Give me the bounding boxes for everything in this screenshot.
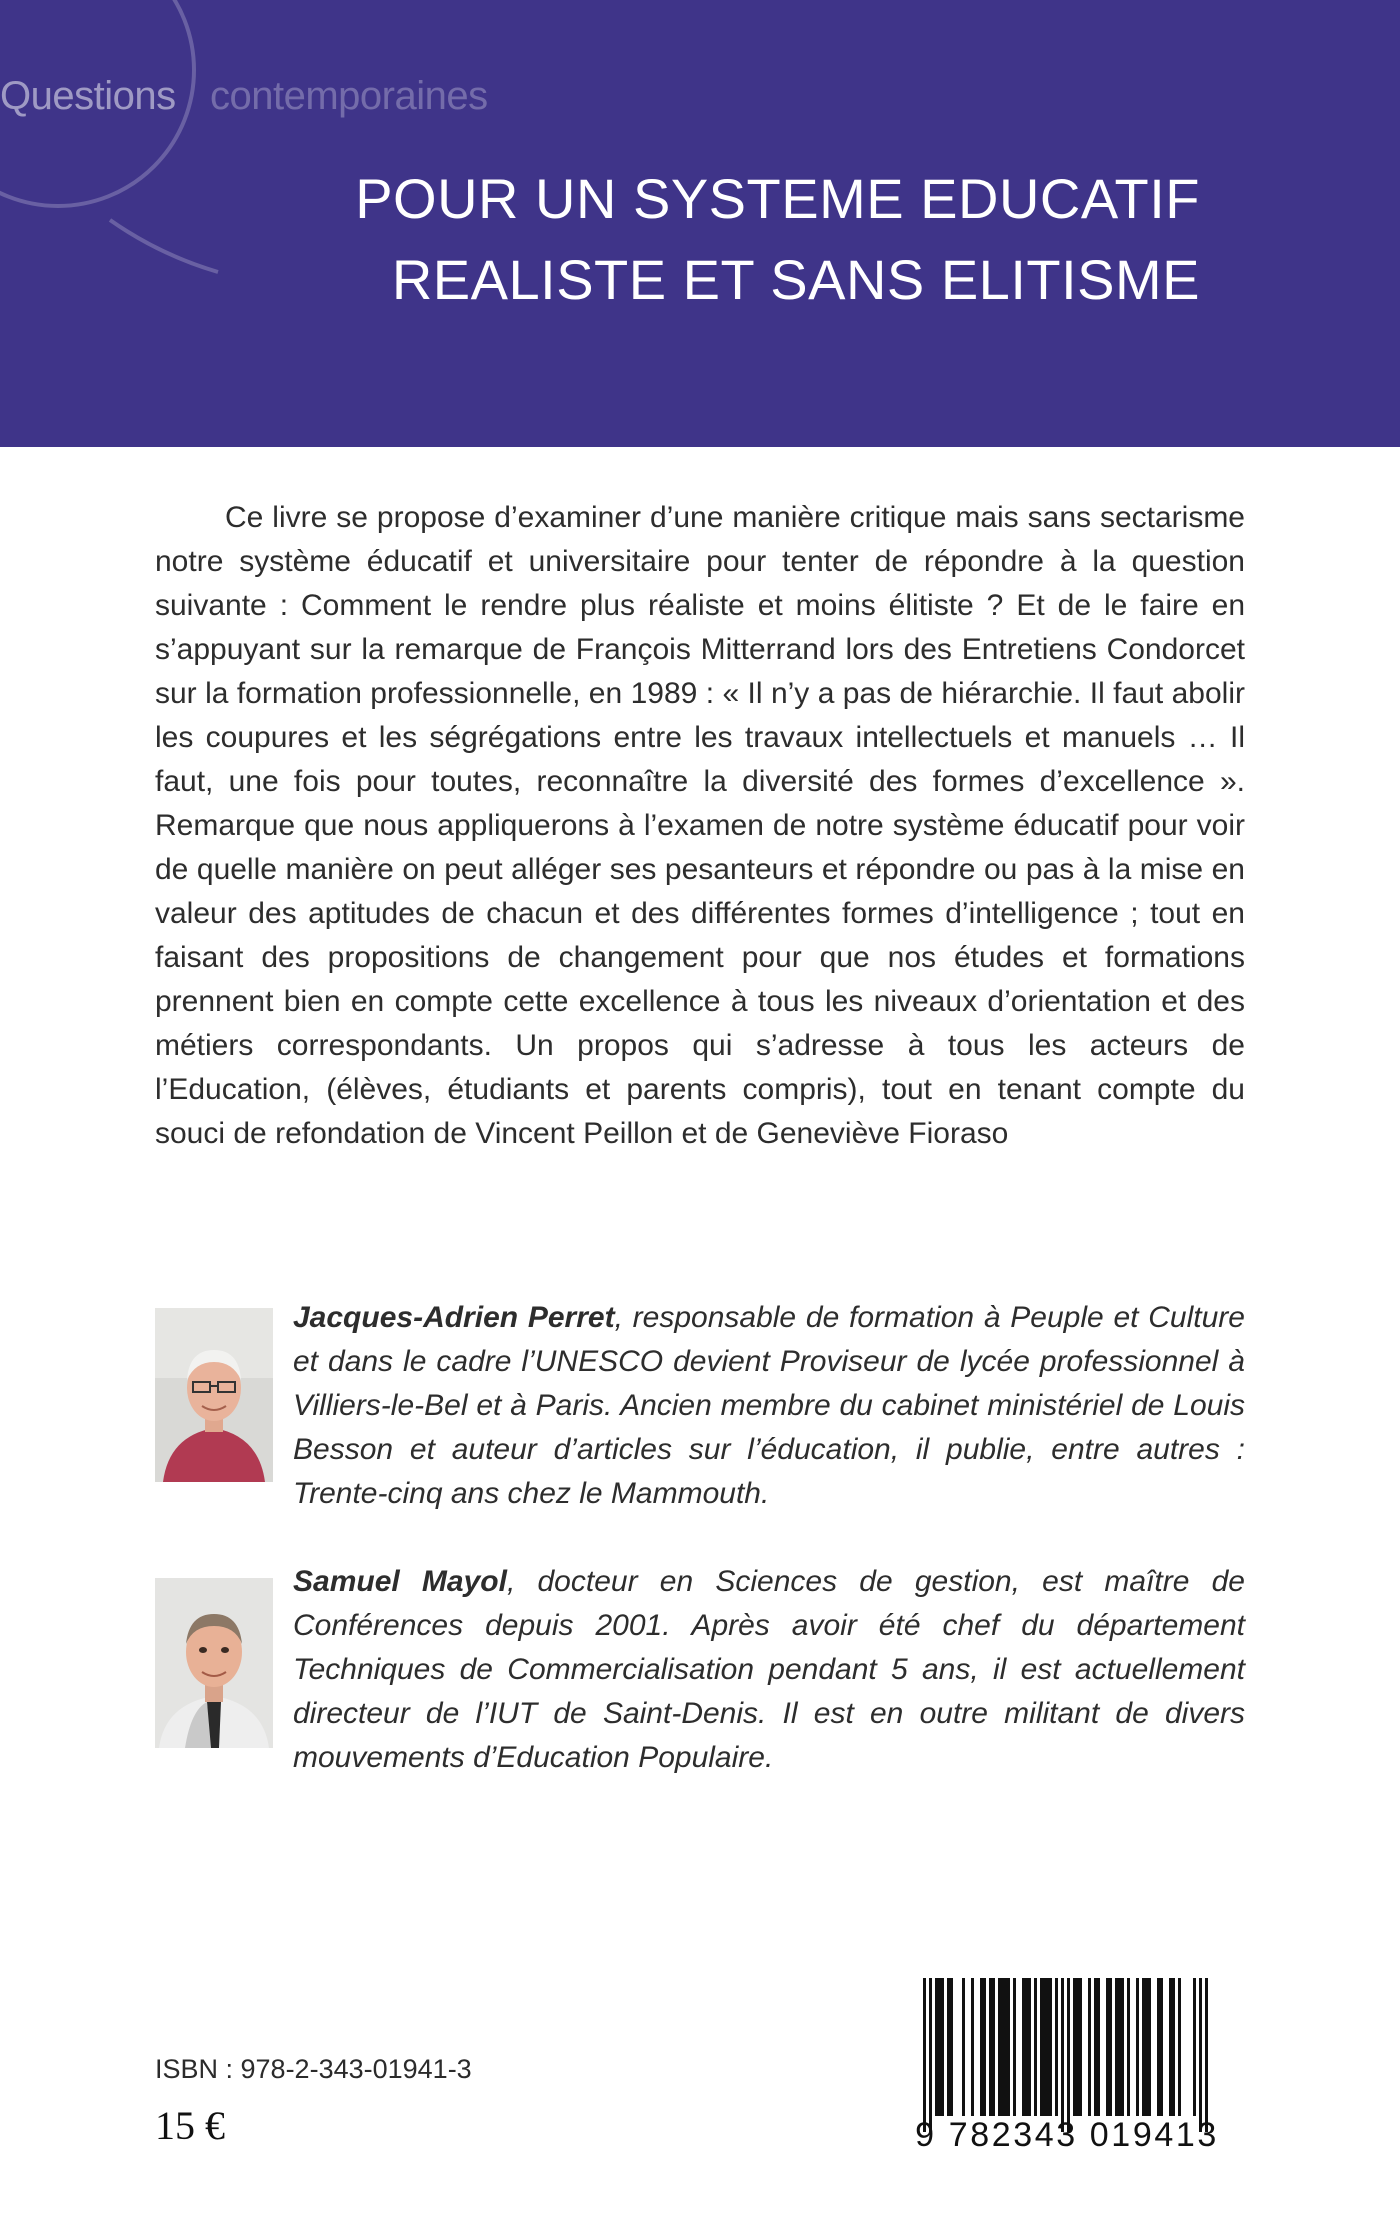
barcode-bar [983,1978,986,2116]
barcode-bar [938,1978,941,2116]
author-name: Jacques-Adrien Perret [293,1301,615,1334]
series-name-word-1: Questions [0,74,176,118]
barcode-bar [1115,1978,1118,2116]
series-name-word-2: contemporaines [210,74,488,118]
barcode-bar [1148,1978,1151,2116]
cover-header [0,0,1400,447]
book-title [355,158,1200,320]
author-photo [155,1308,273,1482]
barcode-bar [1121,1978,1124,2116]
barcode-bar [941,1978,944,2116]
barcode-bar [1097,1978,1100,2116]
barcode-bar [1034,1978,1037,2116]
author-name: Samuel Mayol [293,1565,507,1598]
isbn: ISBN : 978-2-343-01941-3 [155,2054,472,2084]
book-title-line-2: REALISTE ET SANS ELITISME [391,248,1200,311]
barcode-bar [962,1978,965,2116]
barcode-bar [1088,1978,1091,2116]
barcode-bar [1118,1978,1121,2116]
barcode-bar [1199,1978,1202,2132]
barcode-bar [1172,1978,1175,2116]
book-summary: Ce livre se propose d’examiner d’une manière critique mais sans sectarisme notre système éducatif et universitaire pour tenter de répondre à la question suivante : Comment le rendre plus réaliste et moins élitiste ? Et de le faire en s’appuyant sur la remarque de François Mitterrand lors des Entretiens Condorcet sur la formation professionnelle, en 1989 : « Il n’y a pas de hiérarchie. Il faut abolir les coupures et les ségrégations entre les travaux intellectuels et manuels … Il faut, une fois pour toutes, reconnaître la diversité des formes d’excellence ». Remarque que nous appliquerons à l’examen de notre système éducatif pour voir de quelle manière on peut alléger ses pesanteurs et répondre ou pas à la mise en valeur des aptitudes de chacun et des différentes formes d’intelligence ; tout en faisant des propositions de changement pour que nos études et formations prennent bien en compte cette excellence à tous les niveaux d’orientation et des métiers correspondants. Un propos qui s’adresse à tous les acteurs de l’Education, (élèves, étudiants et parents compris), tout en tenant compte du souci de refondation de Vincent Peillon et de Geneviève Fioraso [155,501,1245,1150]
barcode-bar [1040,1978,1043,2116]
barcode-bar [947,1978,950,2116]
barcode-bar [1028,1978,1031,2116]
barcode-bar [989,1978,992,2116]
barcode-bar [1106,1978,1109,2116]
barcode-bar [971,1978,974,2116]
barcode-bar [1094,1978,1097,2116]
barcode-bar [1076,1978,1079,2116]
barcode-bar [923,1978,926,2132]
barcode-bar [1169,1978,1172,2116]
barcode-bar [1193,1978,1196,2116]
barcode-bar [980,1978,983,2116]
barcode-bar [1145,1978,1148,2116]
barcode-bar [1142,1978,1145,2116]
author-photo [155,1578,273,1748]
barcode-bar [1046,1978,1049,2116]
author-bio-text: , responsable de formation à Peuple et Culture et dans le cadre l’UNESCO devient Proviseur de lycée professionnel à Villiers-le-Bel et à Paris. Ancien membre du cabinet ministériel de Louis Besson et auteur d’articles sur l’éducation, il publie, entre autres : Trente-cinq ans chez le Mammouth. [293,1301,1245,1510]
barcode-bar [1109,1978,1112,2116]
barcode-bar [1013,1978,1016,2116]
author-bio [293,1560,1245,1780]
barcode-bar [1067,1978,1070,2132]
barcode-bar [1001,1978,1004,2116]
barcode-bar [935,1978,938,2116]
book-title-line-1: POUR UN SYSTEME EDUCATIF [355,167,1200,230]
barcode-bar [950,1978,953,2116]
barcode-bar [1178,1978,1181,2116]
author-bio [293,1296,1245,1516]
barcode-bar [1055,1978,1058,2116]
barcode-bar [1205,1978,1208,2132]
barcode-number: 9 782343 019413 [915,2116,1219,2154]
barcode-bar [1061,1978,1064,2132]
author-bio-text: , docteur en Sciences de gestion, est maître de Conférences depuis 2001. Après avoir été chef du département Techniques de Commercialisation pendant 5 ans, il est actuellement directeur de l’IUT de Saint-Denis. Il est en outre militant de divers mouvements d’Education Populaire. [293,1565,1245,1774]
barcode-bar [998,1978,1001,2116]
barcode-bar [992,1978,995,2116]
barcode-bar [1157,1978,1160,2116]
barcode-bar [1049,1978,1052,2116]
barcode-bar [1136,1978,1139,2116]
barcode-bar [1022,1978,1025,2116]
barcode-bar [1160,1978,1163,2116]
barcode-bar [1007,1978,1010,2116]
barcode-bar [1127,1978,1130,2116]
barcode-bar [1004,1978,1007,2116]
barcode-bar [1043,1978,1046,2116]
series-q-logo-icon [0,0,260,300]
price: 15 € [155,2103,225,2148]
barcode-bar [929,1978,932,2132]
barcode-bar [1073,1978,1076,2116]
barcode-bar [1079,1978,1082,2116]
barcode-bar [1025,1978,1028,2116]
barcode-icon [897,1970,1237,2220]
